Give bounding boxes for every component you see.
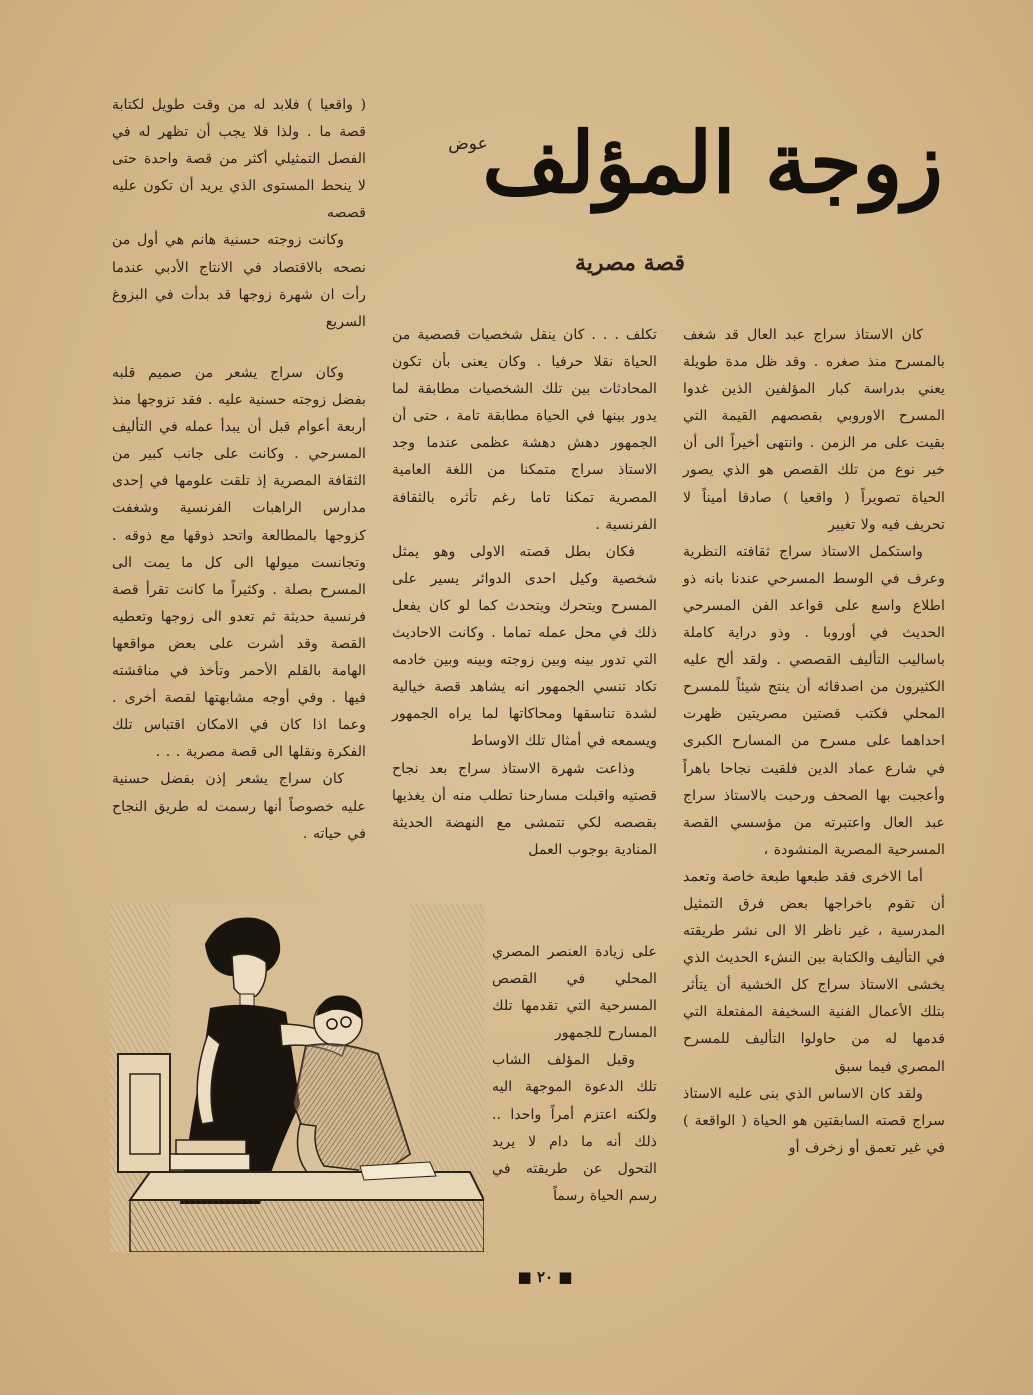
article-subtitle: قصة مصرية — [575, 250, 685, 276]
paragraph: وكان سراج يشعر من صميم قلبه بفضل زوجته حسنية عليه . فقد تزوجها منذ أربعة أعوام قبل أن يبدأ عمله في التأليف المسرحي . وكانت على جانب كبير من الثقافة المصرية إذ تلقت علومها في إحدى مدارس الراهبات الفرنسية وشغفت كزوجها بالمطالعة واتحد ذوقها مع ذوقه . وتجانست ميولها الى كل ما يمت الى المسرح بصلة . وكثيراً ما كانت تقرأ قصة فرنسية حديثة ثم تعدو الى زوجها وتعطيه القصة وقد أشرت على بعض مواقعها الهامة بالقلم الأحمر وتأخذ في مناقشته فيها . وفي أوجه مشابهتها لقصة أخرى . وعما اذا كان في الامكان اقتباس تلك الفكرة ونقلها الى قصة مصرية . . . — [112, 365, 366, 761]
paragraph: تكلف . . . كان ينقل شخصيات قصصية من الحياة نقلا حرفيا . وكان يعنى بأن تكون المحادثات بين تلك الشخصيات مطابقة لما يدور بينها في الحياة مطابقة تامة ، حتى أن الجمهور دهش دهشة عظمى عندما وجد الاستاذ سراج متمكنا من اللغة العامية المصرية تمكنا تاما رغم تأثره بالثقافة الفرنسية . — [392, 327, 657, 533]
paragraph: كان سراج يشعر إذن بفضل حسنية عليه خصوصاً أنها رسمت له طريق النجاح في حياته . — [112, 771, 366, 842]
article-title: زوجة المؤلف — [482, 113, 943, 212]
paragraph: فكان بطل قصته الاولى وهو يمثل شخصية وكيل احدى الدوائر يسير على المسرح ويتحرك ويتحدث كما لو كان يفعل ذلك في محل عمله تماما . وكانت الاحاديث التي تدور بينه وبين زوجته وبينه وبين خادمه تكاد تنسي الجمهور انه يشاهد قصة خيالية لشدة تناسقها ومحاكاتها لما يراه الجمهور ويسمعه في أمثال تلك الاوساط — [392, 543, 657, 750]
text-column-right — [683, 322, 945, 1162]
paragraph: ( واقعيا ) فلابد له من وقت طويل لكتابة قصة ما . ولذا فلا يجب أن تظهر له في الفصل التمثيلي أكثر من قصة واحدة حتى لا ينحط المستوى الذي يريد أن تكون عليه قصصه — [112, 97, 366, 222]
paragraph: ولقد كان الاساس الذي بنى عليه الاستاذ سراج قصته السابقتين هو الحياة ( الواقعة ) في غير تعمق أو زخرف أو — [683, 1085, 945, 1156]
author-byline: عوض — [448, 134, 488, 154]
text-column-middle — [392, 322, 657, 864]
text-column-left-middle — [112, 360, 366, 848]
paragraph: كان الاستاذ سراج عبد العال قد شغف بالمسرح منذ صغره . وقد ظل مدة طويلة يعني بدراسة كبار المؤلفين الذين غدوا المسرح الاوروبي بقصصهم القيمة التي بقيت على مر الزمن . وانتهى أخيراً الى أن خير نوع من تلك القصص هو الذي يصور الحياة تصويراً ( واقعيا ) صادقا أميناً لا تحريف فيه ولا تغيير — [683, 327, 945, 533]
paragraph: واستكمل الاستاذ سراج ثقافته النظرية وعرف في الوسط المسرحي عندنا بانه ذو اطلاع واسع على قواعد الفن المسرحي الحديث في أوروبا . وذو دراية كاملة باساليب التأليف القصصي . ولقد ألح عليه الكثيرون من اصدقائه أن ينتج شيئاً للمسرح المحلي فكتب قصتين مصريتين ظهرت احداهما على مسرح من المسارح الكبرى في شارع عماد الدين فلقيت نجاحا باهراً وأعجبت بها الصحف ورحبت بالاستاذ سراج عبد العال واعتبرته من مؤسسي القصة المسرحية المصرية المنشودة ، — [683, 543, 945, 858]
paragraph: أما الاخرى فقد طبعها طبعة خاصة وتعمد أن تقوم باخراجها بعض فرق التمثيل المدرسية ، غير ناظر الا الى نشر طريقته في التأليف والكتابة بين النشء الحديث الذي يخشى الاستاذ سراج كل الخشية أن يتأثر بتلك الأعمال الفنية السخيفة المفتعلة التي قدمها له من حاولوا التأليف للمسرح المصري فيما سبق — [683, 868, 945, 1075]
text-column-left-top — [112, 92, 366, 336]
text-column-middle-narrow — [492, 939, 657, 1210]
paragraph: على زيادة العنصر المصري المحلي في القصص المسرحية التي تقدمها تلك المسارح للجمهور — [492, 944, 657, 1042]
paragraph: وكانت زوجته حسنية هانم هي أول من نصحه بالاقتصاد في الانتاج الأدبي عندما رأت ان شهرة زوجها قد بدأت في البزوغ السريع — [112, 232, 366, 330]
paragraph: وذاعت شهرة الاستاذ سراج بعد نجاح قصتيه واقبلت مسارحنا تطلب منه أن يغذيها بقصصه لكي تتمشى مع النهضة الحديثة المنادية بوجوب العمل — [392, 760, 657, 858]
page-number: ■ ٢٠ ■ — [517, 1268, 573, 1286]
story-illustration — [110, 904, 484, 1252]
paragraph: وقبل المؤلف الشاب تلك الدعوة الموجهة اليه ولكنه اعتزم أمراً واحدا .. ذلك أنه ما دام لا يريد التحول عن طريقته في رسم الحياة رسماً — [492, 1052, 657, 1204]
couple-drawing — [110, 904, 484, 1252]
